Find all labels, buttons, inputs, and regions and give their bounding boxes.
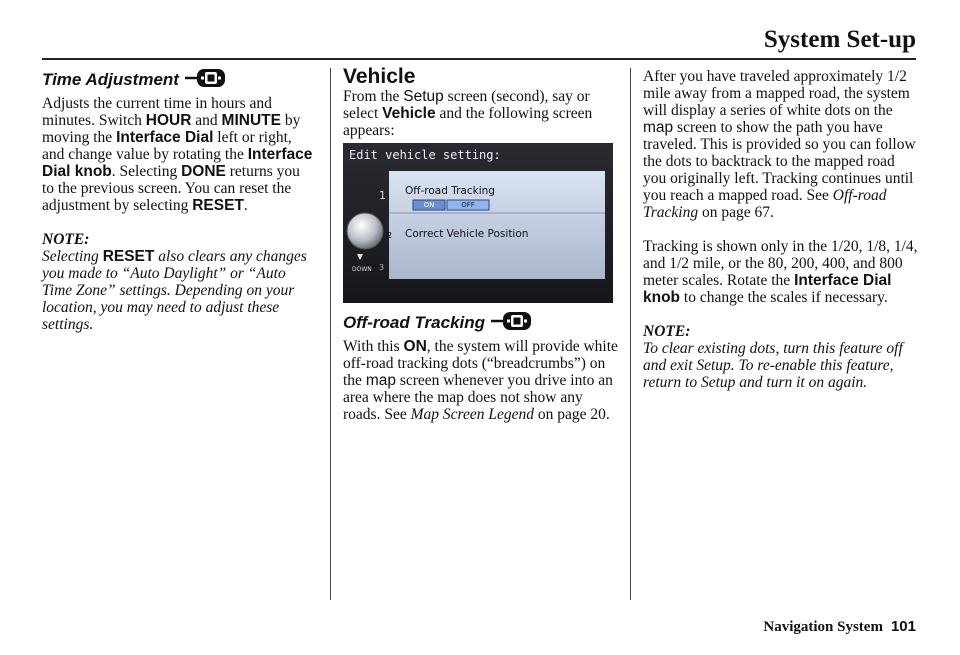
offroad-tracking-body <box>343 338 621 423</box>
time-adjustment-note <box>42 248 314 333</box>
column-tracking-details <box>643 68 918 391</box>
screen-title: Edit vehicle setting: <box>349 148 501 162</box>
column-time-adjustment <box>42 68 314 333</box>
text-run: Vehicle <box>382 105 436 122</box>
text-run: screen whenever you drive into an area where the map does not show any roads. See <box>343 372 613 423</box>
text-run: MINUTE <box>221 112 281 129</box>
text-run: left or right, and change value by rotating the <box>42 129 292 163</box>
text-run: HOUR <box>145 112 192 129</box>
text-run: Interface Dial <box>116 129 214 146</box>
text-run: and the following screen appears: <box>343 105 593 139</box>
offroad-tracking-heading-text: Off-road Tracking <box>343 313 486 332</box>
text-run: , the system will provide white off-road tracking dots (“breadcrumbs”) on the <box>343 338 618 389</box>
text-run: map <box>365 372 396 389</box>
vehicle-heading: Vehicle <box>343 65 416 88</box>
text-run: . Selecting <box>111 163 182 180</box>
screen-number-3: 3 <box>379 263 385 272</box>
text-run: on page 67. <box>698 204 774 221</box>
offroad-tracking-heading <box>343 311 621 334</box>
text-run: RESET <box>102 248 155 265</box>
column-vehicle <box>343 65 621 423</box>
header-rule <box>42 58 916 60</box>
text-run: RESET <box>192 197 244 214</box>
text-run: on page 20. <box>533 406 610 423</box>
text-run: Interface Dial knob <box>643 272 892 306</box>
screen-down-label: DOWN <box>352 266 372 273</box>
text-run: also clears any changes you made to “Auto Daylight” or “Auto Time Zone” settings. Depending on your location, you may need to adjust these settings. <box>42 248 307 333</box>
text-run: From the <box>343 88 404 105</box>
text-run: screen to show the path you have traveled. This is provided so you can follow the dots to backtrack to the mapped road you originally left. Tracking continues until you reach a mapped road. See <box>643 119 916 204</box>
tracking-note <box>643 340 918 391</box>
text-run: by moving the <box>42 112 301 146</box>
interface-dial-icon <box>185 68 227 91</box>
screen-number-1: 1 <box>379 189 386 202</box>
text-run: Adjusts the current time in hours and minutes. Switch <box>42 95 272 129</box>
text-run: map <box>643 119 674 136</box>
text-run: After you have traveled approximately 1/2 mile away from a mapped road, the system will display a series of white dots on the <box>643 68 910 119</box>
screen-item-correct-position: Correct Vehicle Position <box>405 228 529 240</box>
text-run: DONE <box>181 163 226 180</box>
text-run: . <box>243 197 248 214</box>
text-run: returns you to the previous screen. You can reset the adjustment by selecting <box>42 163 300 214</box>
text-run: Off-road Tracking <box>643 187 887 221</box>
text-run: to change the scales if necessary. <box>680 289 888 306</box>
page-header-title: System Set-up <box>763 26 916 53</box>
column-divider <box>630 68 631 600</box>
note-label: NOTE: <box>42 231 90 248</box>
time-adjustment-heading-text: Time Adjustment <box>42 70 179 89</box>
text-run: ON <box>403 338 427 355</box>
screen-number-2: 2 <box>387 231 393 240</box>
text-run: Map Screen Legend <box>410 406 534 423</box>
text-run: screen (second), say or select <box>343 88 590 122</box>
footer-label: Navigation System <box>763 619 883 635</box>
screen-off-label: OFF <box>461 201 475 209</box>
tracking-body-2 <box>643 238 918 306</box>
text-run: Selecting <box>42 248 103 265</box>
page-number: 101 <box>890 618 916 635</box>
column-divider <box>330 68 331 600</box>
interface-dial-icon <box>491 311 533 334</box>
screen-item-offroad: Off-road Tracking <box>405 185 495 197</box>
text-run: Tracking is shown only in the 1/20, 1/8, 1/4, and 1/2 mile, or the 80, 200, 400, and 800 meter scales. Rotate the <box>643 238 918 289</box>
vehicle-setting-screenshot <box>343 143 613 303</box>
dial-knob-icon <box>347 213 383 249</box>
screen-on-label: ON <box>423 201 435 209</box>
text-run: With this <box>343 338 404 355</box>
text-run: Interface Dial knob <box>42 146 313 180</box>
text-run: To clear existing dots, turn this feature off and exit Setup. To re-enable this feature, return to Setup and turn it on again. <box>643 340 903 391</box>
time-adjustment-heading <box>42 68 314 91</box>
tracking-body-1 <box>643 68 918 221</box>
page-footer <box>763 618 916 636</box>
text-run: and <box>191 112 222 129</box>
time-adjustment-body <box>42 95 314 214</box>
vehicle-intro <box>343 88 621 139</box>
note-label: NOTE: <box>643 323 691 340</box>
text-run: Setup <box>403 88 444 105</box>
